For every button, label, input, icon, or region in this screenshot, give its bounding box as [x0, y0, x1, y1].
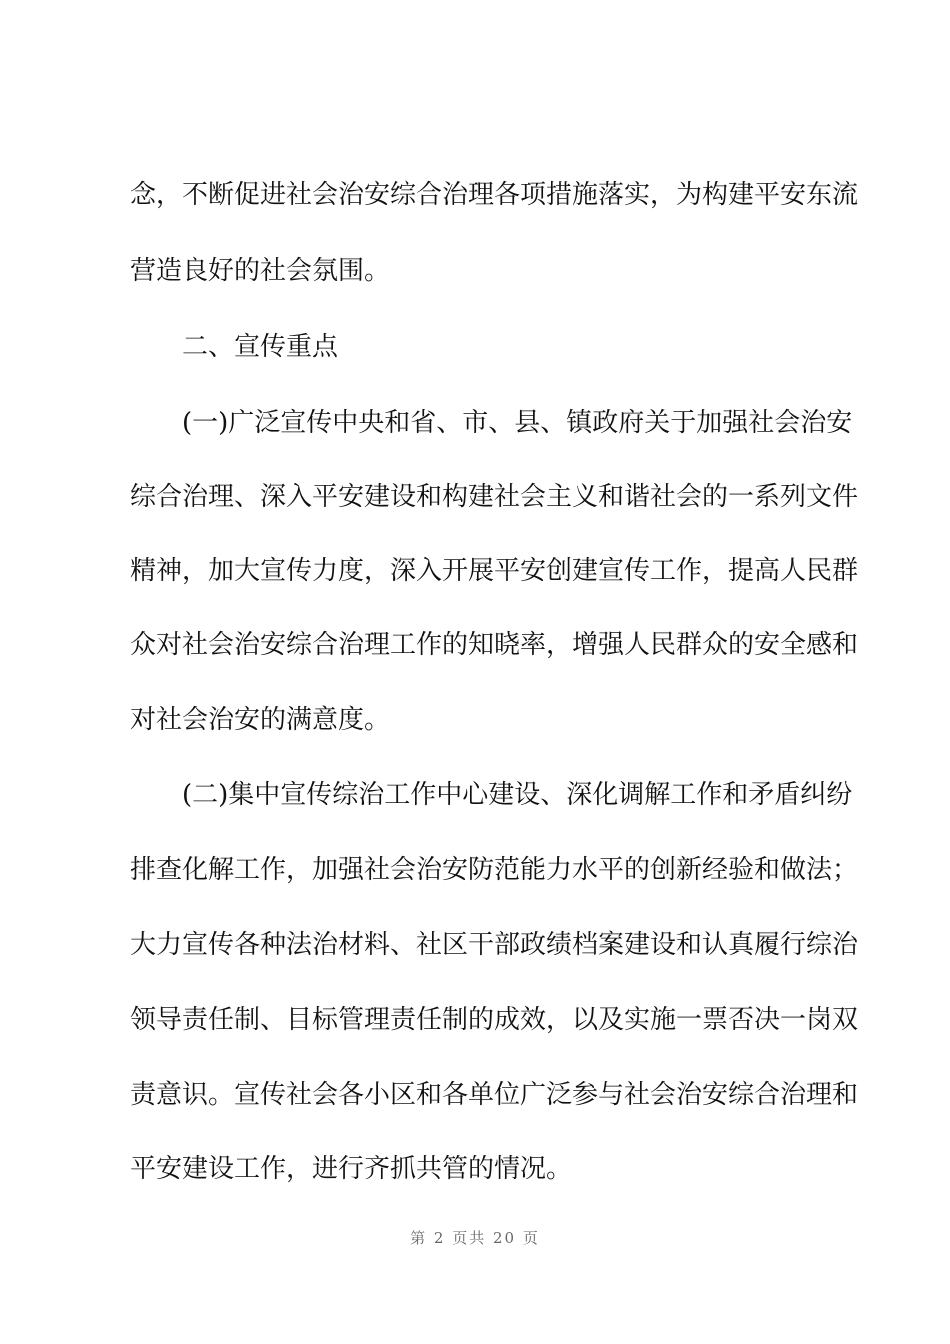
body-text-line: 念，不断促进社会治安综合治理各项措施落实，为构建平安东流 [130, 180, 859, 210]
body-text-line: (一)广泛宣传中央和省、市、县、镇政府关于加强社会治安 [182, 408, 853, 438]
body-text-line: 平安建设工作，进行齐抓共管的情况。 [130, 1154, 573, 1184]
section-heading: 二、宣传重点 [182, 332, 339, 362]
body-text-line: 精神，加大宣传力度，深入开展平安创建宣传工作，提高人民群 [130, 556, 859, 586]
body-text-line: (二)集中宣传综治工作中心建设、深化调解工作和矛盾纠纷 [182, 780, 853, 810]
body-text-line: 众对社会治安综合治理工作的知晓率，增强人民群众的安全感和 [130, 630, 859, 660]
body-text-line: 对社会治安的满意度。 [130, 705, 391, 735]
page-number-footer: 第 2 页共 20 页 [410, 1229, 540, 1247]
body-text-line: 责意识。宣传社会各小区和各单位广泛参与社会治安综合治理和 [130, 1080, 859, 1110]
body-text-line: 排查化解工作，加强社会治安防范能力水平的创新经验和做法； [130, 855, 859, 885]
body-text-line: 综合治理、深入平安建设和构建社会主义和谐社会的一系列文件 [130, 482, 859, 512]
body-text-line: 营造良好的社会氛围。 [130, 256, 391, 286]
body-text-line: 领导责任制、目标管理责任制的成效，以及实施一票否决一岗双 [130, 1005, 859, 1035]
body-text-line: 大力宣传各种法治材料、社区干部政绩档案建设和认真履行综治 [130, 930, 859, 960]
